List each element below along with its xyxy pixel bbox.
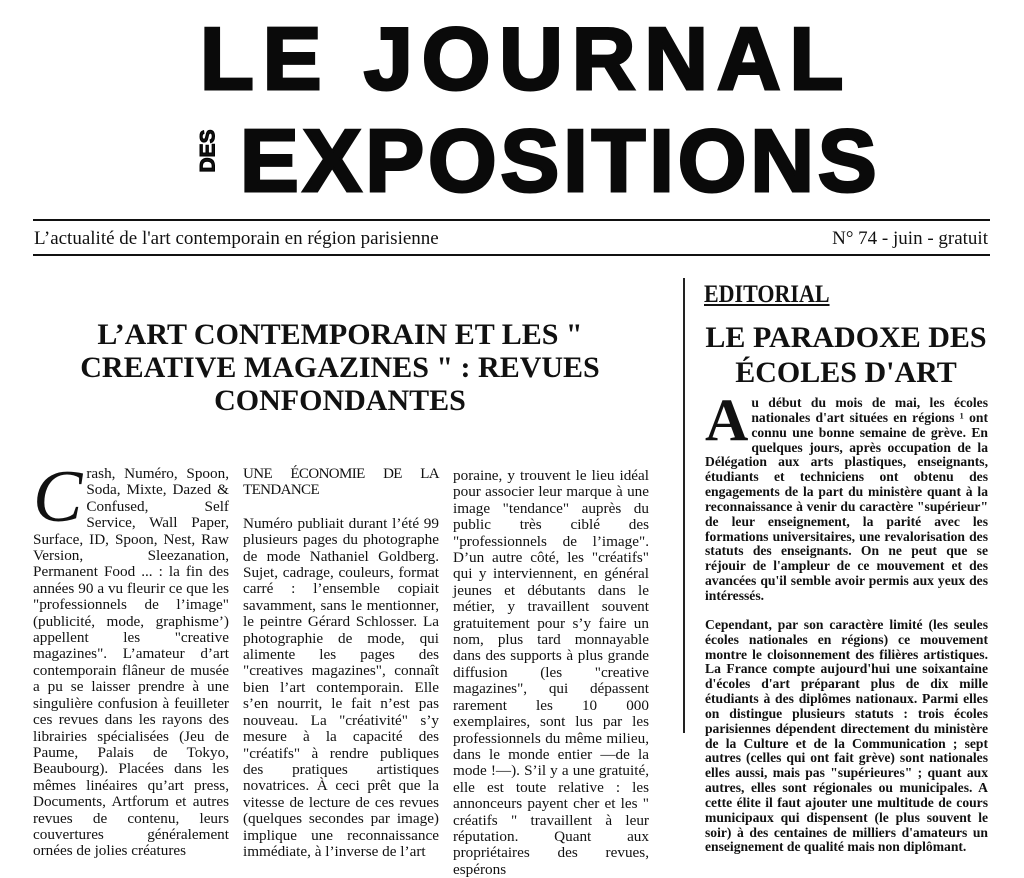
article-column-2 — [243, 466, 439, 860]
column-text: rash, Numéro, Spoon, Soda, Mixte, Dazed & Confused, Self Service, Wall Paper, Surface, ID, Spoon, Nest, Raw Version, Sleezanation, Permanent Food ... : la fin des années 90 a vu fleurir ce que les "professionnels de l’image" (publicité, mode, graphisme’) appellent les "creative magazines". L’amateur d’art contemporain flâneur de musée a pu se laisser prendre à une singulière confusion à feuilleter ces revues dans les rayons des librairies spécialisées (Jeu de Paume, Palais de Tokyo, Beaubourg). Placées dans les mêmes linéaires qu’art press, Documents, Artforum et autres revues de contenu, leurs couvertures généralement ornées de jolies créatures — [33, 465, 229, 860]
editorial-headline: LE PARADOXE DES ÉCOLES D'ART — [705, 321, 987, 389]
masthead-des — [196, 128, 220, 194]
column-text: Numéro publiait durant l’été 99 plusieurs pages du photographe de mode Nathaniel Goldberg. Sujet, cadrage, couleurs, format carré : l’ensemble copiait savamment, sans le mentionner, le peintre Gérard Schlosser. La photographie de mode, qui alimente les pages des "creatives magazines", connaît bien l’art contemporain. Elle s’en nourrit, le fait n’est pas nouveau. La "créativité" s’y mesure à la capacité des "créatifs" à rendre publiques des pratiques artistiques novatrices. À ceci prêt que la vitesse de lecture de ces revues (quelques secondes par image) implique une reconnaissance immédiate, à l’inverse de l’art — [243, 514, 439, 860]
editorial-label: EDITORIAL — [704, 281, 830, 308]
issue-info: N° 74 - juin - gratuit — [832, 228, 988, 249]
top-rule — [33, 219, 990, 221]
article-column-1 — [33, 456, 229, 860]
masthead-title-line1: LE JOURNAL — [200, 9, 853, 108]
editorial-paragraph: u début du mois de mai, les écoles nationales d'art situées en régions ¹ ont connu une bonne semaine de grève. En quelques jours, après occupation de la Délégation aux arts plastiques, enseignants, étudiants et techniciens ont obtenu des engagements de la part du ministère quant à la reconnaissance à venir du caractère "supérieur" de leur enseignement, la parité avec les formations universitaires, une revalorisation des statuts des enseignants. On ne peut que se réjouir de l'ampleur de ce mouvement et des avancées qu'il semble avoir permis aux yeux des intéressés. — [705, 395, 988, 603]
masthead-des-text: DES — [196, 129, 220, 173]
subheading: UNE ÉCONOMIE DE LA TENDANCE — [243, 466, 439, 499]
masthead-title-line2: EXPOSITIONS — [240, 111, 881, 210]
tagline: L’actualité de l'art contemporain en région parisienne — [34, 228, 439, 249]
editorial-body — [705, 387, 988, 855]
editorial-paragraph: Cependant, par son caractère limité (les seules écoles nationales en régions) ce mouvement montre le cloisonnement des filières artistiques. La France compte aujourd'hui une soixantaine d'écoles d'art préparant plus de dix mille étudiants à des diplômes nationaux. Parmi elles on distingue plusieurs statuts : trois écoles parisiennes dépendent directement du ministère de la Culture et de la Communication ; sept autres (celles qui ont fait grève) sont nationales elles aussi, mais pas "supérieures" ; quant aux autres, elles sont régionales ou municipales. A cette élite il faut ajouter une multitude de cours municipaux qui dispensent (le plus souvent le soir) à des centaines de milliers d'amateurs un enseignement de qualité mais non diplômant. — [705, 616, 988, 855]
drop-cap: A — [705, 387, 749, 453]
bottom-rule — [33, 254, 990, 256]
column-text: poraine, y trouvent le lieu idéal pour associer leur marque à une image "tendance" auprès du public très ciblé des "professionnels de l’image". D’un autre côté, les "créatifs" qui y interviennent, en général jeunes et débutants dans le métier, y travaillent souvent gratuitement pour s’y faire un nom, plus tard monnayable dans des supports à plus grande diffusion (les "creative magazines", qui dépassent rarement les 10 000 exemplaires, sont lus par les professionnels du même milieu, dans le monde entier —de la mode !—). S’il y a une gratuité, elle est toute relative : les annonceurs payent cher et les " créatifs " travaillent à leur réputation. Quant aux propriétaires des revues, espérons — [453, 467, 649, 878]
article-column-3 — [453, 468, 649, 878]
drop-cap: C — [33, 456, 83, 538]
article-headline: L’ART CONTEMPORAIN ET LES " CREATIVE MAGAZINES " : REVUES CONFONDANTES — [80, 318, 600, 417]
column-divider — [683, 278, 685, 733]
editorial-section — [700, 280, 992, 869]
